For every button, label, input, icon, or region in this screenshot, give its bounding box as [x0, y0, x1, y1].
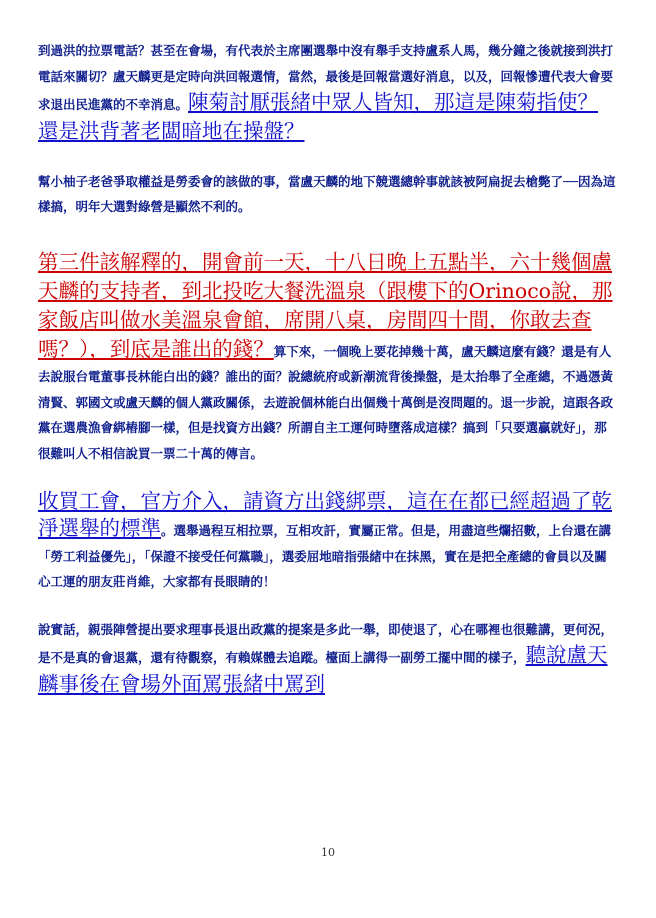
paragraph-2 [38, 169, 618, 220]
paragraph-4-highlight: 收買工會，官方介入，請資方出錢綁票，這在在都已經超過了乾淨選舉的標準 [38, 489, 612, 540]
paragraph-4-text: 。選舉過程互相拉票，互相攻訐，實屬正常。但是，用盡這些爛招數，上台還在講「勞工利益優先」，「保證不接受任何黨職」，選委屈地暗指張緒中在抹黑，實在是把全產總的會員以及關心工運的朋友莊肖維，大家都有長眼睛的！ [38, 523, 612, 589]
paragraph-5 [38, 617, 618, 698]
paragraph-3-highlight: 第三件該解釋的，開會前一天，十八日晚上五點半，六十幾個盧天麟的支持者，到北投吃大餐洗溫泉（跟樓下的Orinoco說，那家飯店叫做水美溫泉會館，席開八桌，房間四十間，你敢去查嗎？），到底是誰出的錢？ [38, 249, 613, 361]
page-number: 10 [321, 846, 335, 859]
paragraph-1-highlight: 陳菊討厭張緒中眾人皆知，那這是陳菊指使？還是洪背著老闆暗地在操盤？ [38, 90, 599, 143]
paragraph-2-text: 幫小柚子老爸爭取權益是勞委會的該做的事，當盧天麟的地下競選總幹事就該被阿扁捉去槍斃了──因為這樣搞，明年大選對綠營是顯然不利的。 [38, 173, 616, 214]
document-page [38, 38, 618, 698]
paragraph-3 [38, 248, 618, 467]
paragraph-4 [38, 488, 618, 595]
paragraph-1-text: 到過洪的拉票電話？甚至在會場，有代表於主席團選舉中沒有舉手支持盧系人馬，幾分鐘之後就接到洪打電話來關切？盧天麟更是定時向洪回報選情，當然，最後是回報當選好消息，以及，回報慘遭代表大會要求退出民進黨的不幸消息。 [38, 43, 614, 112]
paragraph-1 [38, 38, 618, 145]
paragraph-5-text: 說實話，親張陣營提出要求理事長退出政黨的提案是多此一舉，即使退了，心在哪裡也很難講，更何況，是不是真的會退黨，還有待觀察，有賴媒體去追蹤。檯面上講得一副勞工擺中間的樣子， [38, 621, 614, 665]
paragraph-3-text: 算下來，一個晚上要花掉幾十萬，盧天麟這麼有錢？還是有人去說服台電董事長林能白出的錢？誰出的面？說總統府或新潮流背後操盤，是太抬舉了全產總，不過憑黃清賢、郭國文或盧天麟的個人黨政關係，去遊說個林能白出個幾十萬倒是沒問題的。退一步說，這跟各政黨在選農漁會綁樁腳一樣，但是找資方出錢？所謂自主工運何時墮落成這樣？搞到「只要選贏就好」，那很難叫人不相信說買一票二十萬的傳言。 [38, 343, 614, 461]
paragraph-5-highlight: 聽說盧天麟事後在會場外面罵張緒中罵到 [38, 643, 608, 696]
